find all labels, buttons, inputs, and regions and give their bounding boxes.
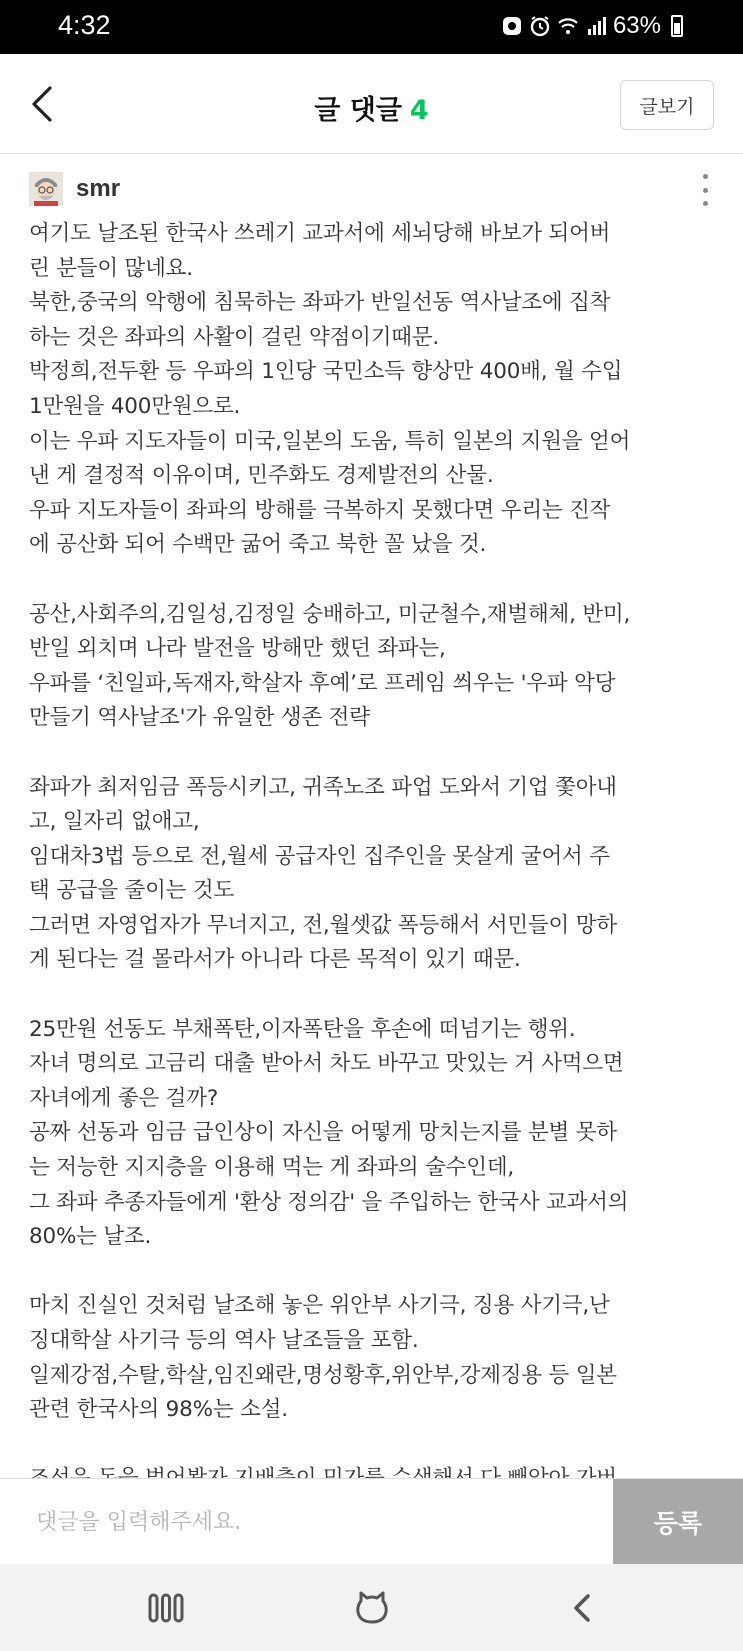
system-back-button[interactable] [559, 1586, 609, 1630]
comment-line: 25만원 선동도 부채폭탄,이자폭탄을 후손에 떠넘기는 행위. [29, 1016, 576, 1042]
battery-icon [671, 15, 683, 37]
comment-line [29, 978, 719, 1013]
comment-author-row [29, 169, 120, 209]
comment-line: 우파를 ‘친일파,독재자,학살자 후예’로 프레임 씌우는 '우파 악당 [29, 670, 616, 696]
comment-text [29, 217, 719, 1566]
alarm-icon [529, 15, 551, 37]
submit-button[interactable]: 등록 [613, 1479, 743, 1565]
comment-line: 우파 지도자들이 좌파의 방해를 극복하지 못했다면 우리는 진작 [29, 497, 611, 523]
more-dot [703, 201, 708, 206]
comment-line: 임대차3법 등으로 전,월세 공급자인 집주인을 못살게 굴어서 주 [29, 843, 610, 869]
comment-line: 그러면 자영업자가 무너지고, 전,월셋값 폭등해서 서민들이 망하 [29, 912, 617, 938]
comment-line [29, 563, 719, 598]
comment-line: 1만원을 400만원으로. [29, 393, 241, 419]
more-dot [703, 174, 708, 179]
avatar[interactable] [29, 172, 63, 206]
comment-line: 여기도 날조된 한국사 쓰레기 교과서에 세뇌당해 바보가 되어버 [29, 221, 611, 246]
avatar-image [29, 172, 63, 206]
home-button[interactable] [347, 1586, 397, 1630]
comment-line: 낸 게 결정적 이유이며, 민주화도 경제발전의 산물. [29, 463, 494, 489]
comment-line [29, 736, 719, 771]
comment-input-bar [0, 1478, 743, 1564]
comment-line: 자녀에게 좋은 걸까? [29, 1085, 219, 1111]
battery-percent: 63% [612, 12, 661, 39]
view-post-button[interactable]: 글보기 [620, 80, 714, 130]
comment-line: 징대학살 사기극 등의 역사 날조들을 포함. [29, 1328, 419, 1353]
system-nav-bar [0, 1564, 743, 1651]
comment-line: 게 된다는 걸 몰라서가 아니라 다른 목적이 있기 때문. [29, 947, 521, 973]
header [0, 54, 743, 154]
comment-line: 좌파가 최저임금 폭등시키고, 귀족노조 파업 도와서 기업 쫓아내 [29, 774, 617, 800]
page-title-label: 글 댓글 [314, 95, 402, 126]
comment-line: 박정희,전두환 등 우파의 1인당 국민소득 향상만 400배, 월 수입 [29, 359, 623, 385]
comment-line: 그 좌파 추종자들에게 '환상 정의감' 을 주입하는 한국사 교과서의 [29, 1189, 629, 1215]
comment-item [0, 155, 743, 1478]
comment-line: 는 저능한 지지층을 이용해 먹는 게 좌파의 술수인데, [29, 1155, 515, 1181]
comment-line: 마치 진실인 것처럼 날조해 놓은 위안부 사기극, 징용 사기극,난 [29, 1293, 610, 1319]
comment-line: 자녀 명의로 고금리 대출 받아서 차도 바꾸고 맛있는 거 사먹으면 [29, 1051, 624, 1077]
comment-line: 에 공산화 되어 수백만 굶어 죽고 북한 꼴 났을 것. [29, 532, 487, 558]
comment-line: 하는 것은 좌파의 사활이 걸린 약점이기때문. [29, 324, 440, 350]
comment-line: 만들기 역사날조'가 유일한 생존 전략 [29, 705, 370, 731]
home-icon [352, 1588, 392, 1628]
comment-line: 관련 한국사의 98%는 소설. [29, 1397, 288, 1423]
more-options-button[interactable] [697, 172, 713, 208]
comment-line: 공짜 선동과 임금 급인상이 자신을 어떻게 망치는지를 분별 못하 [29, 1120, 617, 1146]
comment-line [29, 1428, 719, 1463]
recents-button[interactable] [141, 1586, 191, 1630]
comment-count: 4 [409, 95, 429, 126]
comment-author-name[interactable]: smr [76, 175, 121, 202]
comment-line [29, 1255, 719, 1290]
comment-line: 북한,중국의 악행에 침묵하는 좌파가 반일선동 역사날조에 집착 [29, 290, 611, 316]
status-time: 4:32 [58, 10, 111, 40]
more-dot [703, 188, 708, 193]
notification-app-icon [501, 15, 523, 37]
comment-line: 일제강점,수탈,학살,임진왜란,명성황후,위안부,강제징용 등 일본 [29, 1362, 617, 1388]
signal-icon [585, 15, 607, 37]
comment-line: 공산,사회주의,김일성,김정일 숭배하고, 미군철수,재벌해체, 반미, [29, 601, 631, 627]
comment-line: 린 분들이 많네요. [29, 255, 193, 281]
wifi-icon [557, 15, 579, 37]
comment-line: 택 공급을 줄이는 것도 [29, 878, 235, 904]
back-icon [564, 1588, 604, 1628]
comment-line: 반일 외치며 나라 발전을 방해만 했던 좌파는, [29, 636, 446, 662]
status-icons [501, 12, 683, 40]
comment-line: 80%는 날조. [29, 1224, 152, 1250]
comment-input[interactable] [0, 1479, 612, 1565]
recents-icon [146, 1590, 186, 1626]
comment-line: 이는 우파 지도자들이 미국,일본의 도움, 특히 일본의 지원을 얻어 [29, 428, 631, 454]
comment-line: 고, 일자리 없애고, [29, 809, 200, 835]
status-bar [0, 0, 743, 54]
